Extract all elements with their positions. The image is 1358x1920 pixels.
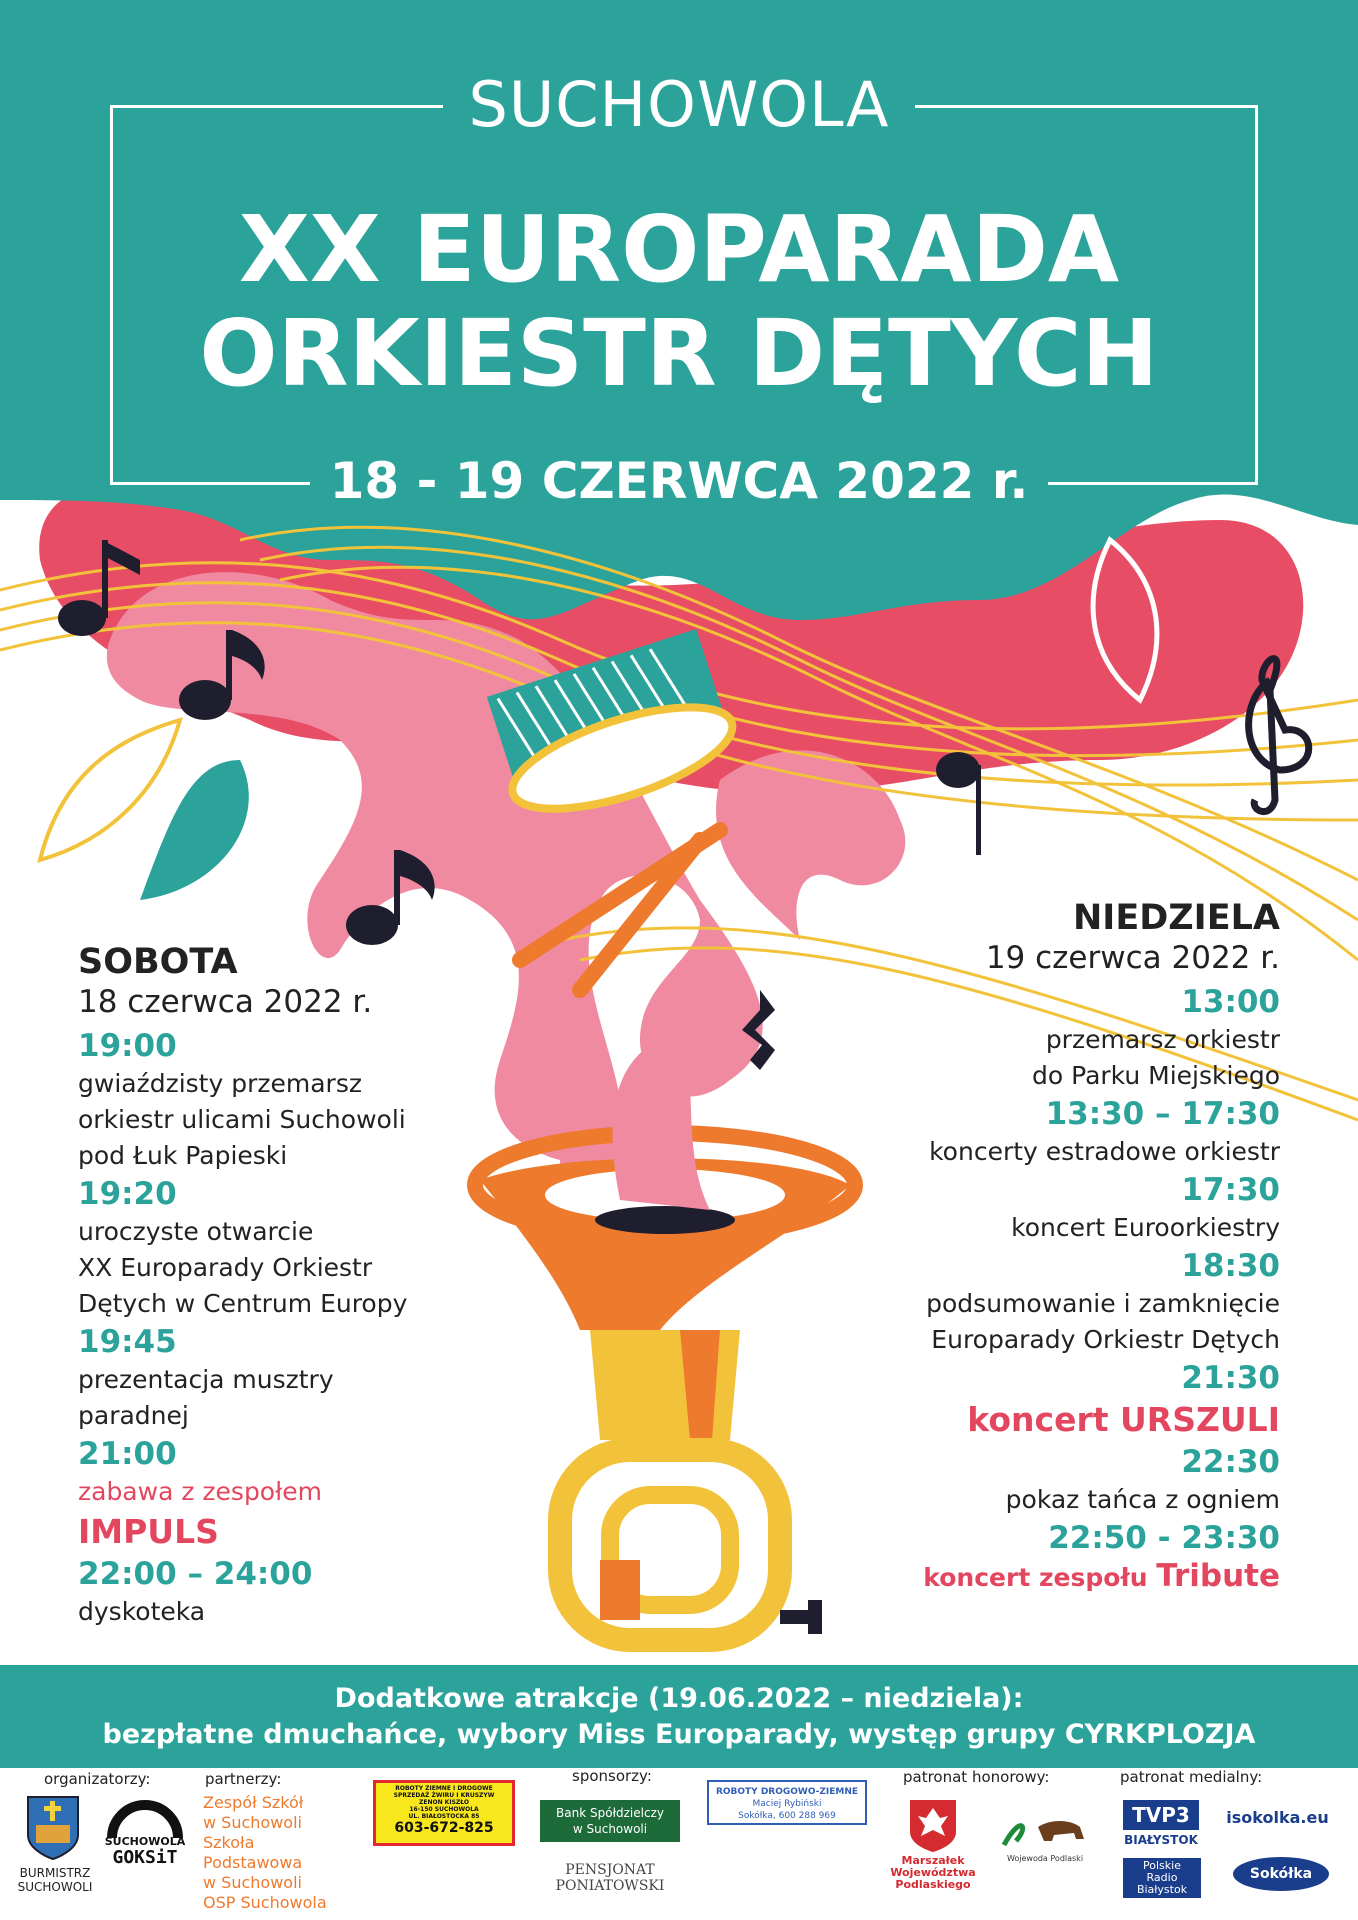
event-time: 22:00 – 24:00 [78, 1556, 313, 1592]
teal-leaf [140, 760, 249, 900]
event-desc: orkiestr ulicami Suchowoli [78, 1105, 406, 1134]
event-time: 18:30 [1181, 1248, 1280, 1284]
marszalek-logo-text: Marszałek Województwa Podlaskiego [890, 1854, 976, 1891]
partners-list: Zespół Szkół w Suchowoli Szkoła Podstawowa w Suchowoli OSP Suchowola [203, 1793, 327, 1912]
event-time: 13:00 [1181, 984, 1280, 1020]
sunday-program [860, 898, 1280, 1596]
event-time: 19:00 [78, 1028, 177, 1064]
event-time: 17:30 [1181, 1172, 1280, 1208]
honorary-label: patronat honorowy: [903, 1768, 1050, 1786]
saturday-day: SOBOTA [78, 942, 238, 982]
event-desc: paradnej [78, 1401, 189, 1430]
isokolka-logo: isokolka.eu [1226, 1808, 1329, 1827]
organizers-label: organizatorzy: [44, 1770, 151, 1788]
suchowola-crest-icon [26, 1795, 80, 1861]
extra-attractions-banner [0, 1665, 1358, 1768]
festival-dates: 18 - 19 CZERWCA 2022 r. [0, 452, 1358, 510]
headliner-urszula: koncert URSZULI [967, 1400, 1280, 1439]
sponsor-rybinski-logo: ROBOTY DROGOWO-ZIEMNE Maciej Rybiński Sokółka, 600 288 969 [707, 1780, 867, 1825]
event-time: 21:00 [78, 1436, 177, 1472]
sunday-day: NIEDZIELA [1073, 898, 1280, 938]
event-time: 21:30 [1181, 1360, 1280, 1396]
event-desc: Europarady Orkiestr Dętych [931, 1325, 1280, 1354]
event-desc: XX Europarady Orkiestr [78, 1253, 373, 1282]
event-desc: koncert Euroorkiestry [1011, 1213, 1280, 1242]
sunday-date: 19 czerwca 2022 r. [985, 940, 1280, 976]
media-label: patronat medialny: [1120, 1768, 1263, 1786]
podlaskie-crest-icon [908, 1798, 958, 1854]
title-line-2: ORKIESTR DĘTYCH [199, 300, 1159, 407]
event-time: 13:30 – 17:30 [1045, 1096, 1280, 1132]
event-desc: koncerty estradowe orkiestr [929, 1137, 1280, 1166]
event-desc: dyskoteka [78, 1597, 206, 1626]
event-time: 22:30 [1181, 1444, 1280, 1480]
bison-icon [1000, 1805, 1090, 1855]
banner-line-1: Dodatkowe atrakcje (19.06.2022 – niedziela): [334, 1683, 1024, 1714]
goksit-logo-text: SUCHOWOLA GOKSiT [104, 1835, 186, 1868]
event-desc: pod Łuk Papieski [78, 1141, 288, 1170]
sokolka-tv-logo: Sokółka [1233, 1857, 1329, 1891]
partners-label: partnerzy: [205, 1770, 282, 1788]
saturday-date: 18 czerwca 2022 r. [78, 984, 373, 1020]
polskie-radio-logo: Polskie Radio Białystok [1123, 1858, 1201, 1898]
event-desc: gwiaździsty przemarsz [78, 1069, 362, 1098]
sponsor-kiszlo-logo: ROBOTY ZIEMNE I DROGOWE SPRZEDAŻ ŻWIRU I KRUSZYW ZENON KISZŁO 16-150 SUCHOWOLA UL. BIAŁOSTOCKA 85 603-672-825 [373, 1780, 515, 1846]
event-desc: zabawa z zespołem [78, 1477, 322, 1506]
burmistrz-logo-text: BURMISTRZ SUCHOWOLI [17, 1866, 93, 1894]
wojewoda-logo-text: Wojewoda Podlaski [1006, 1854, 1084, 1863]
headliner-impuls: IMPULS [78, 1512, 219, 1551]
event-time: 22:50 - 23:30 [1048, 1520, 1280, 1556]
event-desc: uroczyste otwarcie [78, 1217, 314, 1246]
saturday-program [78, 942, 498, 1630]
event-desc: podsumowanie i zamknięcie [926, 1289, 1280, 1318]
event-desc: Dętych w Centrum Europy [78, 1289, 408, 1318]
sponsor-pensjonat-logo: PENSJONAT PONIATOWSKI [555, 1862, 665, 1894]
event-time: 19:20 [78, 1176, 177, 1212]
event-desc: do Parku Miejskiego [1032, 1061, 1280, 1090]
sponsor-bank-logo: Bank Spółdzielczy w Suchowoli [540, 1800, 680, 1842]
event-desc-tribute: koncert zespołu Tribute [923, 1558, 1280, 1594]
event-desc: prezentacja musztry [78, 1365, 334, 1394]
yellow-leaf-outline [40, 720, 180, 860]
tvp3-logo: TVP3 [1123, 1800, 1199, 1830]
event-desc: pokaz tańca z ogniem [1005, 1485, 1280, 1514]
sponsors-label: sponsorzy: [572, 1767, 652, 1785]
title-line-1: XX EUROPARADA [238, 196, 1120, 303]
event-time: 19:45 [78, 1324, 177, 1360]
tvp3-city: BIAŁYSTOK [1124, 1833, 1198, 1847]
banner-line-2: bezpłatne dmuchańce, wybory Miss Europarady, występ grupy CYRKPLOZJA [102, 1719, 1256, 1750]
event-desc: przemarsz orkiestr [1045, 1025, 1280, 1054]
city-name: SUCHOWOLA [0, 68, 1358, 141]
